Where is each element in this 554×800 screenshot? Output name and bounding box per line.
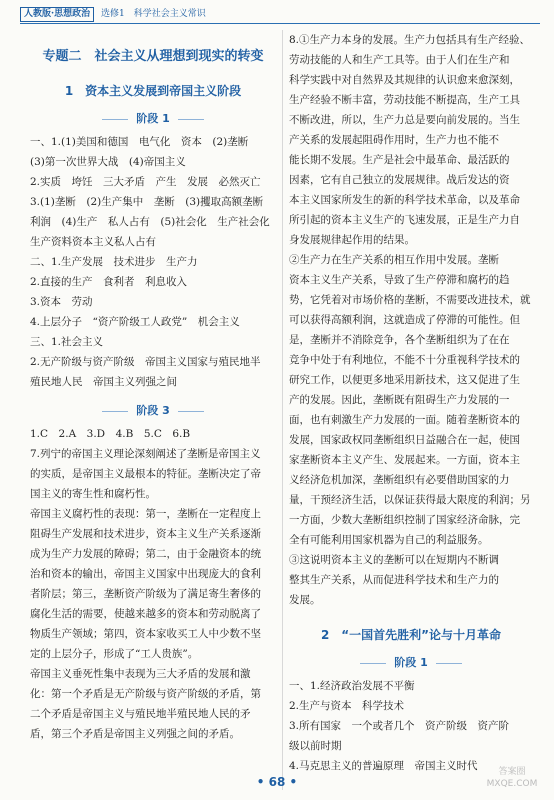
text-line: 盾，第三个矛盾是帝国主义列强之间的矛盾。 bbox=[30, 728, 240, 740]
answer-8-part3 bbox=[289, 550, 533, 610]
text-line: 帝国主义垂死性集中表现为三大矛盾的发展和激 bbox=[30, 668, 251, 680]
text-line: ②生产力在生产关系的相互作用中发展。垄断 bbox=[289, 254, 499, 266]
text-line: 3.资本 劳动 bbox=[30, 296, 93, 308]
text-line: 定的上层分子，形成了“工人贵族”。 bbox=[30, 648, 199, 660]
text-line: 可以获得高额利润，这就造成了停滞的可能性。但 bbox=[289, 314, 520, 326]
stage-heading-1b: 阶段 1 bbox=[289, 654, 533, 672]
text-line: 科学实践中对自然界及其规律的认识愈来愈深刻， bbox=[289, 74, 520, 86]
text-line: 利润 (4)生产 私人占有 (5)社会化 生产社会化 bbox=[30, 216, 270, 228]
text-line: 7.列宁的帝国主义理论深刻阐述了垄断是帝国主义 bbox=[30, 448, 261, 460]
text-line: 3.所有国家 一个或者几个 资产阶级 资产阶 bbox=[289, 720, 510, 732]
text-line: 国主义的寄生性和腐朽性。 bbox=[30, 488, 156, 500]
text-line: 本主义国家所发生的新的科学技术革命，以及革命 bbox=[289, 194, 520, 206]
text-line: 产关系的发展起阻碍作用时，生产力也不能不 bbox=[289, 134, 499, 146]
text-line: 治和资本的输出，帝国主义国家中出现庞大的食利 bbox=[30, 568, 261, 580]
text-line: 的实质，是帝国主义最根本的特征。垄断决定了帝 bbox=[30, 468, 261, 480]
text-line: 发展，国家政权同垄断组织日益融合在一起，使国 bbox=[289, 434, 520, 446]
text-line: 二、1.生产发展 技术进步 生产力 bbox=[30, 256, 198, 268]
answer-8-part2 bbox=[289, 250, 533, 550]
topic-title: 专题二 社会主义从理想到现实的转变 bbox=[42, 49, 264, 64]
text-line: 腐化生活的需要，使越来越多的资本和劳动脱离了 bbox=[30, 608, 261, 620]
text-line: 殖民地人民 帝国主义列强之间 bbox=[30, 376, 177, 388]
text-line: 义经济危机加深，垄断组织有必要借助国家的力 bbox=[289, 474, 510, 486]
book-title: 选修1 科学社会主义常识 bbox=[101, 9, 206, 19]
text-line: 是，垄断并不消除竞争，各个垄断组织为了在在 bbox=[289, 334, 510, 346]
text-line: 不断改进，所以，生产力总是要向前发展的。当生 bbox=[289, 114, 520, 126]
text-line: 2.生产与资本 科学技术 bbox=[289, 700, 405, 712]
text-line: 竞争中处于有利地位，不能不十分重视科学技术的 bbox=[289, 354, 520, 366]
right-column bbox=[289, 30, 533, 776]
stage-heading-3: 阶段 3 bbox=[30, 402, 276, 420]
watermark: 答案圈 MXQE.COM bbox=[486, 767, 538, 789]
text-line: 产的发展。因此，垄断既有阻碍生产力发展的一 bbox=[289, 394, 510, 406]
stage3-answers bbox=[30, 424, 276, 744]
text-line: 3.(1)垄断 (2)生产集中 垄断 (3)攫取高额垄断 bbox=[30, 196, 264, 208]
section2-answers bbox=[289, 676, 533, 776]
text-line: 8.①生产力本身的发展。生产力包括具有生产经验、 bbox=[289, 34, 531, 46]
text-line: 成为生产力发展的障碍；第二，由于金融资本的统 bbox=[30, 548, 261, 560]
text-line: 一方面，少数大垄断组织控制了国家经济命脉，完 bbox=[289, 514, 520, 526]
section-title-1: 1 资本主义发展到帝国主义阶段 bbox=[64, 84, 242, 98]
text-line: 化：第一个矛盾是无产阶级与资产阶级的矛盾，第 bbox=[30, 688, 261, 700]
text-line: 1.C 2.A 3.D 4.B 5.C 6.B bbox=[30, 428, 191, 440]
text-line: 2.实质 垮饪 三大矛盾 产生 发展 必然灭亡 bbox=[30, 176, 261, 188]
text-line: 2.直接的生产 食利者 利息收入 bbox=[30, 276, 188, 288]
text-line: 者阶层；第三，垄断资产阶级为了满足寄生奢侈的 bbox=[30, 588, 261, 600]
text-line: 一、1.经济政治发展不平衡 bbox=[289, 680, 415, 692]
text-line: 2.无产阶级与资产阶级 帝国主义国家与殖民地半 bbox=[30, 356, 261, 368]
text-line: 劳动技能的人和生产工具等。由于人们在生产和 bbox=[289, 54, 510, 66]
answer-8-part1 bbox=[289, 30, 533, 250]
text-line: 全有可能利用国家机器为自己的利益服务。 bbox=[289, 534, 489, 546]
text-line: 身发展规律起作用的结果。 bbox=[289, 234, 415, 246]
edition-tag: 人教版·思想政治 bbox=[20, 7, 94, 22]
text-line: 能长期不发展。生产是社会中最革命、最活跃的 bbox=[289, 154, 510, 166]
section-title-2: 2 “一国首先胜利”论与十月革命 bbox=[320, 628, 502, 642]
stage-heading-1: 阶段 1 bbox=[30, 110, 276, 128]
text-line: 家垄断资本主义产生、发展起来。一方面，资本主 bbox=[289, 454, 520, 466]
running-header bbox=[20, 6, 540, 24]
text-line: 势，它凭着对市场价格的垄断，不需要改进技术，就 bbox=[289, 294, 531, 306]
text-line: 研究工作，以便更多地采用新技术，这又促进了生 bbox=[289, 374, 520, 386]
page-number: • 68 • bbox=[256, 775, 298, 789]
text-line: (3)第一次世界大战 (4)帝国主义 bbox=[30, 156, 186, 168]
text-line: 发展。 bbox=[289, 594, 321, 606]
stage1-answers bbox=[30, 132, 276, 392]
text-line: 资本主义生产关系，导致了生产停滞和腐朽的趋 bbox=[289, 274, 510, 286]
column-divider bbox=[282, 30, 283, 790]
text-line: 三、1.社会主义 bbox=[30, 336, 104, 348]
text-line: 量，干预经济生活，以保证获得最大限度的利润；另 bbox=[289, 494, 531, 506]
text-line: 阻碍生产发展和技术进步，资本主义生产关系逐渐 bbox=[30, 528, 261, 540]
text-line: 4.马克思主义的普遍原理 帝国主义时代 bbox=[289, 760, 478, 772]
text-line: 二个矛盾是帝国主义与殖民地半殖民地人民的矛 bbox=[30, 708, 251, 720]
text-line: 面，也有刺激生产力发展的一面。随着垄断资本的 bbox=[289, 414, 520, 426]
text-line: 一、1.(1)美国和德国 电气化 资本 (2)垄断 bbox=[30, 136, 249, 148]
text-line: 物质生产领域；第四，资本家收买工人中少数不坚 bbox=[30, 628, 261, 640]
text-line: 生产资料资本主义私人占有 bbox=[30, 236, 156, 248]
text-line: 因素，它有自己独立的发展规律。战后发达的资 bbox=[289, 174, 510, 186]
text-line: 帝国主义腐朽性的表现：第一，垄断在一定程度上 bbox=[30, 508, 261, 520]
text-line: 所引起的资本主义生产的飞速发展，正是生产力自 bbox=[289, 214, 520, 226]
left-column bbox=[30, 30, 276, 744]
text-line: 4.上层分子 “资产阶级工人政党” 机会主义 bbox=[30, 316, 240, 328]
text-line: ③这说明资本主义的垄断可以在短期内不断调 bbox=[289, 554, 499, 566]
text-line: 整其生产关系，从而促进科学技术和生产力的 bbox=[289, 574, 499, 586]
text-line: 级以前时期 bbox=[289, 740, 342, 752]
text-line: 生产经验不断丰富，劳动技能不断提高，生产工具 bbox=[289, 94, 520, 106]
